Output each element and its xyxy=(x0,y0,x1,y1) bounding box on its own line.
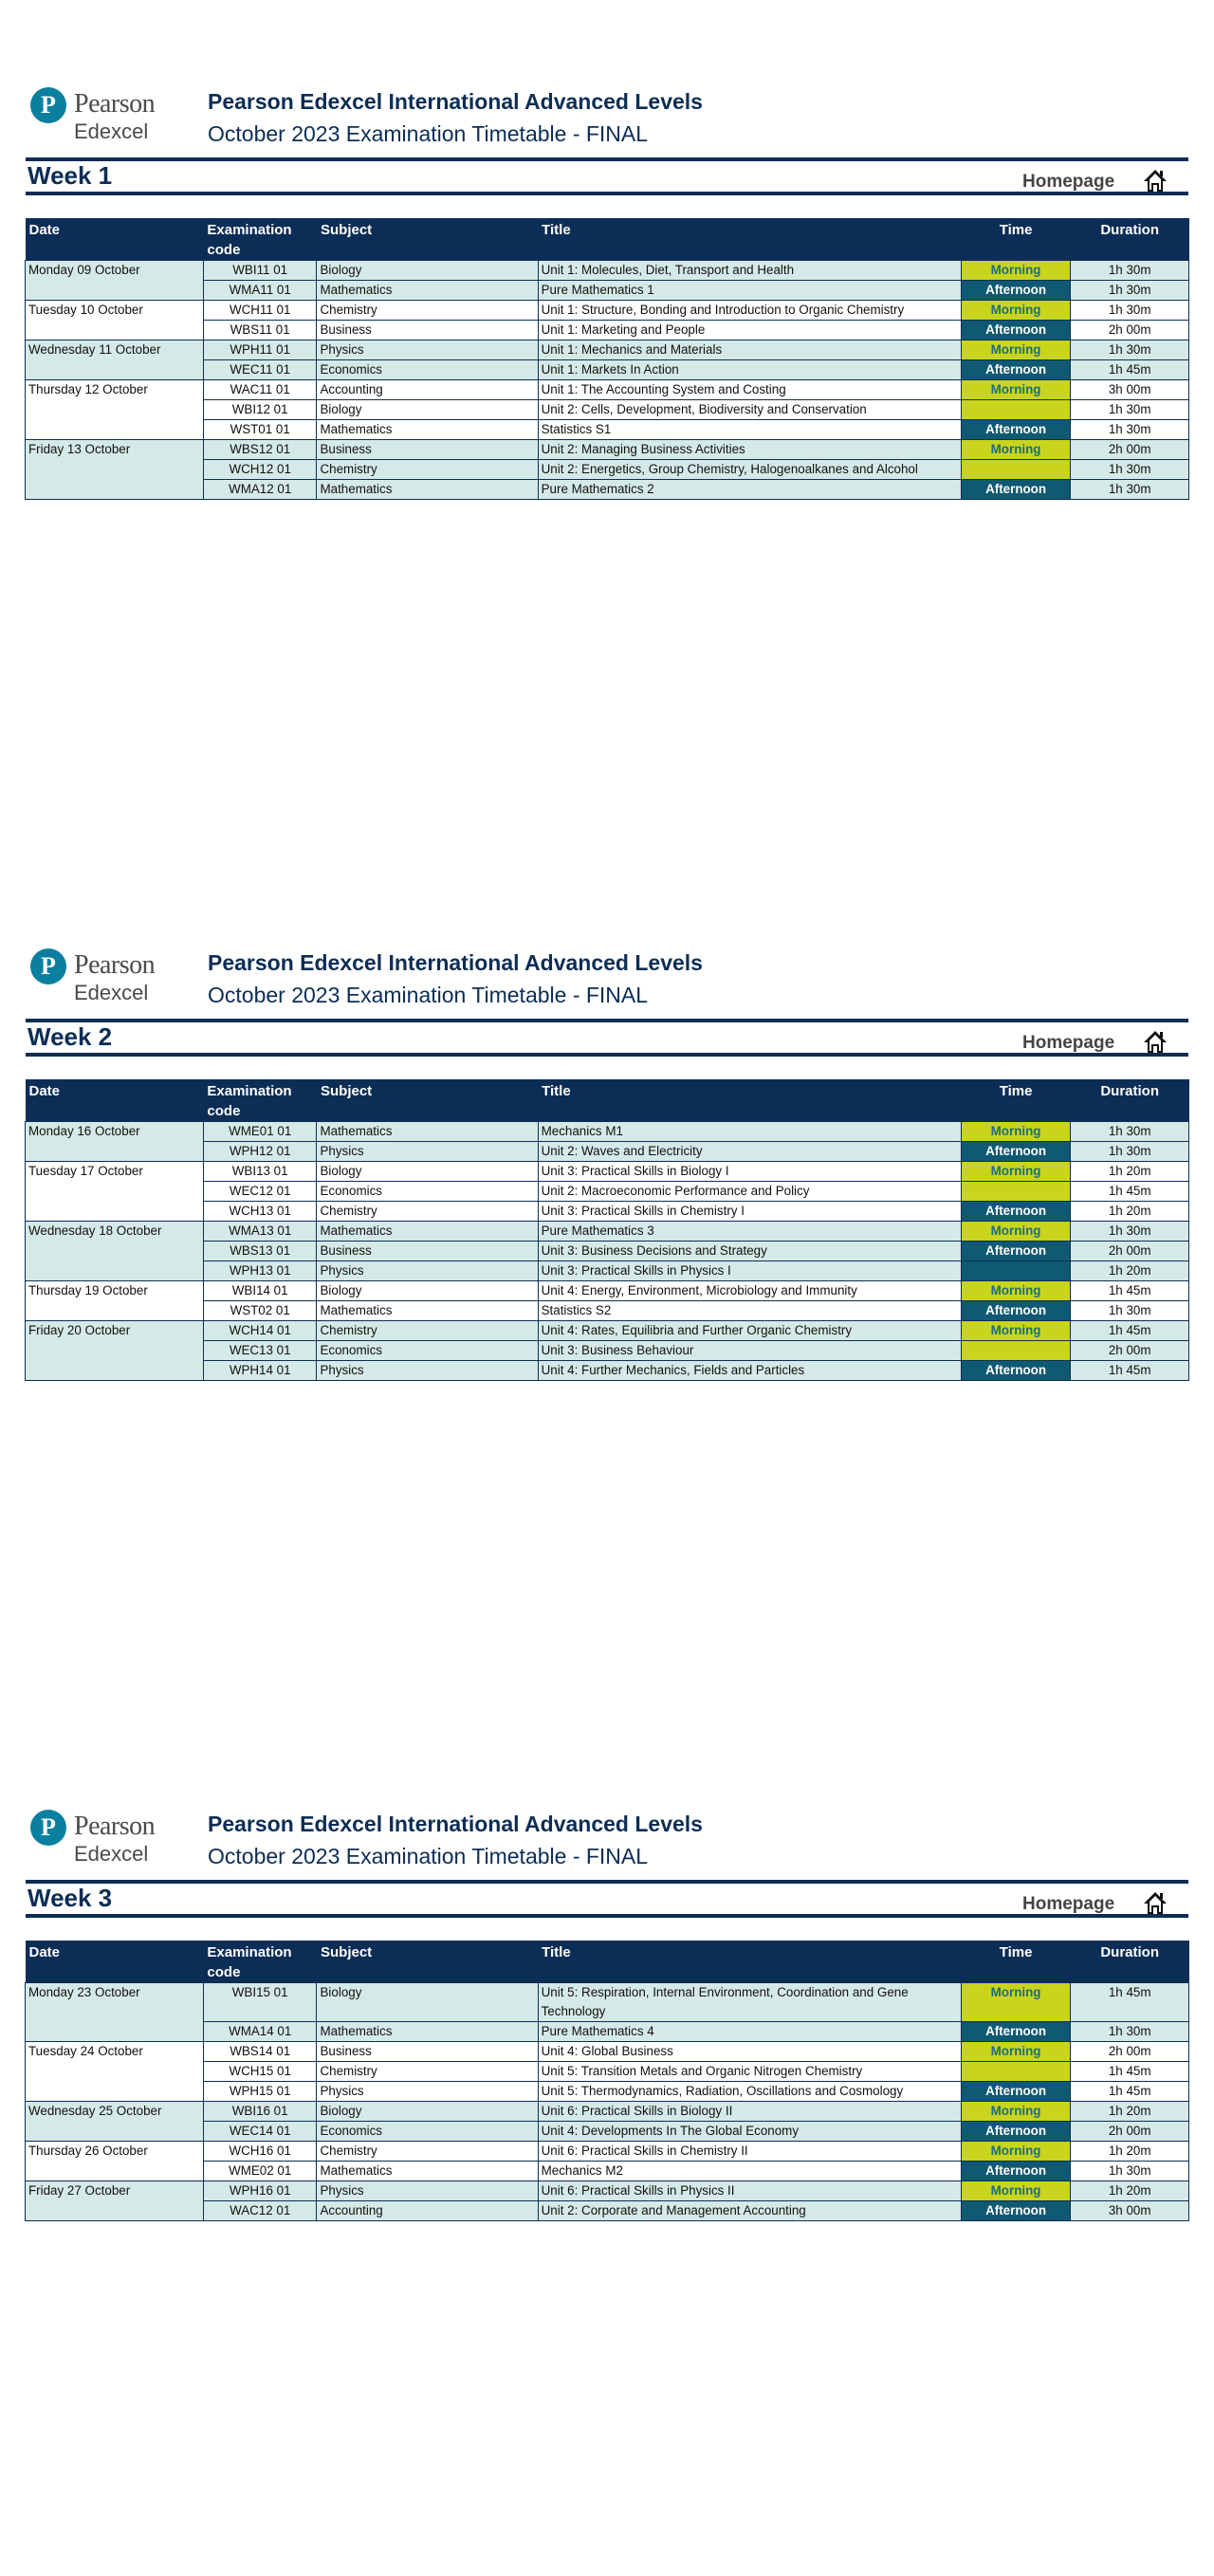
session-badge xyxy=(961,400,1071,420)
exam-title: Unit 2: Waves and Electricity xyxy=(538,1142,961,1162)
duration: 2h 00m xyxy=(1071,1341,1189,1361)
duration: 1h 30m xyxy=(1071,400,1189,420)
session-badge: Morning xyxy=(961,1122,1071,1142)
subject: Mathematics xyxy=(317,1222,538,1242)
timetable-page xyxy=(0,0,1214,854)
subject: Business xyxy=(317,440,538,460)
exam-title: Unit 1: Structure, Bonding and Introduction to Organic Chemistry xyxy=(538,301,961,321)
exam-code: WBI16 01 xyxy=(203,2102,317,2122)
table-row xyxy=(26,301,1189,321)
exam-date: Thursday 26 October xyxy=(26,2142,204,2181)
exam-date: Wednesday 25 October xyxy=(26,2102,204,2142)
table-row xyxy=(26,261,1189,281)
subject: Chemistry xyxy=(317,460,538,480)
week-label: Week 2 xyxy=(28,1022,113,1051)
col-code: Examination code xyxy=(203,1941,317,1983)
header-row xyxy=(26,1941,1189,1983)
col-date: Date xyxy=(26,1079,204,1122)
header-row xyxy=(26,218,1189,261)
timetable xyxy=(25,218,1189,500)
logo-sub: Edexcel xyxy=(74,120,149,143)
session-badge: Afternoon xyxy=(961,360,1071,380)
table-row xyxy=(26,1122,1189,1142)
session-badge xyxy=(961,1182,1071,1202)
table-row xyxy=(26,2042,1189,2062)
exam-date: Friday 13 October xyxy=(26,440,204,500)
duration: 1h 20m xyxy=(1071,2181,1189,2201)
subject: Mathematics xyxy=(317,1301,538,1321)
subject: Biology xyxy=(317,261,538,281)
duration: 1h 45m xyxy=(1071,2082,1189,2102)
session-badge: Morning xyxy=(961,2181,1071,2201)
exam-date: Wednesday 11 October xyxy=(26,340,204,380)
session-badge: Morning xyxy=(961,2142,1071,2162)
session-badge: Morning xyxy=(961,1321,1071,1341)
duration: 1h 30m xyxy=(1071,460,1189,480)
duration: 2h 00m xyxy=(1071,321,1189,340)
session-badge: Morning xyxy=(961,2102,1071,2122)
subject: Physics xyxy=(317,2082,538,2102)
subject: Biology xyxy=(317,1983,538,2022)
subject: Chemistry xyxy=(317,1321,538,1341)
session-badge: Afternoon xyxy=(961,2201,1071,2221)
duration: 1h 30m xyxy=(1071,1301,1189,1321)
table-row xyxy=(26,1321,1189,1341)
exam-title: Unit 2: Cells, Development, Biodiversity and Conservation xyxy=(538,400,961,420)
exam-code: WMA13 01 xyxy=(203,1222,317,1242)
exam-code: WCH12 01 xyxy=(203,460,317,480)
duration: 1h 30m xyxy=(1071,340,1189,360)
table-row xyxy=(26,2181,1189,2201)
exam-title: Pure Mathematics 3 xyxy=(538,1222,961,1242)
session-badge: Afternoon xyxy=(961,2162,1071,2181)
session-badge: Morning xyxy=(961,1983,1071,2022)
session-badge: Morning xyxy=(961,261,1071,281)
col-subject: Subject xyxy=(317,1079,538,1122)
exam-code: WBI12 01 xyxy=(203,400,317,420)
subject: Biology xyxy=(317,2102,538,2122)
page-subtitle: October 2023 Examination Timetable - FINAL xyxy=(208,1844,649,1868)
table-row xyxy=(26,340,1189,360)
subject: Accounting xyxy=(317,380,538,400)
exam-title: Unit 4: Rates, Equilibria and Further Organic Chemistry xyxy=(538,1321,961,1341)
week-label: Week 3 xyxy=(28,1884,113,1912)
duration: 1h 20m xyxy=(1071,2142,1189,2162)
session-badge: Afternoon xyxy=(961,321,1071,340)
subject: Chemistry xyxy=(317,301,538,321)
duration: 1h 30m xyxy=(1071,480,1189,500)
exam-title: Mechanics M2 xyxy=(538,2162,961,2181)
exam-date: Friday 20 October xyxy=(26,1321,204,1381)
duration: 2h 00m xyxy=(1071,440,1189,460)
exam-code: WBS13 01 xyxy=(203,1242,317,1261)
exam-code: WBS11 01 xyxy=(203,321,317,340)
exam-title: Unit 1: Molecules, Diet, Transport and Health xyxy=(538,261,961,281)
exam-code: WPH16 01 xyxy=(203,2181,317,2201)
subject: Mathematics xyxy=(317,420,538,440)
subject: Mathematics xyxy=(317,281,538,301)
duration: 1h 45m xyxy=(1071,1983,1189,2022)
exam-title: Unit 2: Macroeconomic Performance and Policy xyxy=(538,1182,961,1202)
subject: Physics xyxy=(317,2181,538,2201)
exam-date: Thursday 19 October xyxy=(26,1281,204,1321)
exam-code: WBI11 01 xyxy=(203,261,317,281)
col-code: Examination code xyxy=(203,218,317,261)
exam-date: Monday 16 October xyxy=(26,1122,204,1162)
table-row xyxy=(26,2102,1189,2122)
exam-code: WMA12 01 xyxy=(203,480,317,500)
divider xyxy=(26,1880,1188,1884)
session-badge: Morning xyxy=(961,1281,1071,1301)
duration: 2h 00m xyxy=(1071,2122,1189,2142)
exam-title: Unit 6: Practical Skills in Chemistry II xyxy=(538,2142,961,2162)
duration: 1h 30m xyxy=(1071,420,1189,440)
duration: 3h 00m xyxy=(1071,2201,1189,2221)
col-duration: Duration xyxy=(1071,218,1189,261)
exam-code: WST01 01 xyxy=(203,420,317,440)
exam-code: WBS14 01 xyxy=(203,2042,317,2062)
exam-title: Unit 5: Thermodynamics, Radiation, Oscillations and Cosmology xyxy=(538,2082,961,2102)
timetable xyxy=(25,1941,1189,2221)
session-badge: Morning xyxy=(961,440,1071,460)
session-badge: Afternoon xyxy=(961,2122,1071,2142)
home-icon[interactable] xyxy=(1142,1029,1168,1054)
exam-title: Pure Mathematics 4 xyxy=(538,2022,961,2042)
duration: 2h 00m xyxy=(1071,1242,1189,1261)
duration: 1h 20m xyxy=(1071,1261,1189,1281)
home-icon[interactable] xyxy=(1142,168,1168,193)
exam-code: WST02 01 xyxy=(203,1301,317,1321)
table-row xyxy=(26,1281,1189,1301)
exam-title: Unit 4: Developments In The Global Economy xyxy=(538,2122,961,2142)
exam-code: WCH14 01 xyxy=(203,1321,317,1341)
duration: 1h 30m xyxy=(1071,261,1189,281)
exam-title: Unit 4: Further Mechanics, Fields and Particles xyxy=(538,1361,961,1381)
subject: Accounting xyxy=(317,2201,538,2221)
exam-title: Unit 1: Mechanics and Materials xyxy=(538,340,961,360)
col-time: Time xyxy=(961,1941,1071,1983)
subject: Economics xyxy=(317,360,538,380)
exam-date: Thursday 12 October xyxy=(26,380,204,440)
exam-date: Monday 23 October xyxy=(26,1983,204,2042)
subject: Economics xyxy=(317,1182,538,1202)
exam-code: WME02 01 xyxy=(203,2162,317,2181)
col-subject: Subject xyxy=(317,218,538,261)
exam-title: Unit 3: Practical Skills in Biology I xyxy=(538,1162,961,1182)
exam-title: Unit 5: Respiration, Internal Environment, Coordination and Gene Technology xyxy=(538,1983,961,2022)
exam-title: Statistics S1 xyxy=(538,420,961,440)
pearson-logo xyxy=(30,1810,173,1870)
table-row xyxy=(26,1162,1189,1182)
exam-code: WCH11 01 xyxy=(203,301,317,321)
duration: 1h 45m xyxy=(1071,360,1189,380)
subject: Mathematics xyxy=(317,2022,538,2042)
exam-code: WAC12 01 xyxy=(203,2201,317,2221)
col-time: Time xyxy=(961,1079,1071,1122)
pearson-p-icon: P xyxy=(30,948,66,984)
exam-title: Mechanics M1 xyxy=(538,1122,961,1142)
session-badge: Morning xyxy=(961,2042,1071,2062)
subject: Mathematics xyxy=(317,480,538,500)
exam-code: WME01 01 xyxy=(203,1122,317,1142)
duration: 1h 30m xyxy=(1071,1142,1189,1162)
table-row xyxy=(26,1983,1189,2022)
col-date: Date xyxy=(26,218,204,261)
exam-code: WEC12 01 xyxy=(203,1182,317,1202)
subject: Biology xyxy=(317,400,538,420)
exam-date: Tuesday 10 October xyxy=(26,301,204,340)
session-badge: Afternoon xyxy=(961,1361,1071,1381)
subject: Physics xyxy=(317,1142,538,1162)
session-badge: Afternoon xyxy=(961,2082,1071,2102)
session-badge: Afternoon xyxy=(961,1202,1071,1222)
exam-code: WAC11 01 xyxy=(203,380,317,400)
homepage-link[interactable]: Homepage xyxy=(1022,172,1115,192)
logo-sub: Edexcel xyxy=(74,981,149,1004)
logo-sub: Edexcel xyxy=(74,1842,149,1866)
session-badge: Morning xyxy=(961,301,1071,321)
exam-code: WPH15 01 xyxy=(203,2082,317,2102)
session-badge: Morning xyxy=(961,1162,1071,1182)
exam-code: WEC14 01 xyxy=(203,2122,317,2142)
exam-code: WMA14 01 xyxy=(203,2022,317,2042)
page-title: Pearson Edexcel International Advanced Levels xyxy=(208,950,703,975)
duration: 1h 30m xyxy=(1071,1222,1189,1242)
exam-title: Unit 2: Energetics, Group Chemistry, Halogenoalkanes and Alcohol xyxy=(538,460,961,480)
session-badge: Afternoon xyxy=(961,480,1071,500)
exam-title: Unit 1: The Accounting System and Costing xyxy=(538,380,961,400)
exam-title: Unit 3: Business Decisions and Strategy xyxy=(538,1242,961,1261)
exam-date: Friday 27 October xyxy=(26,2181,204,2221)
divider xyxy=(26,192,1188,195)
logo-brand: Pearson xyxy=(74,950,156,980)
session-badge: Afternoon xyxy=(961,1142,1071,1162)
col-time: Time xyxy=(961,218,1071,261)
exam-code: WCH13 01 xyxy=(203,1202,317,1222)
subject: Chemistry xyxy=(317,2062,538,2082)
duration: 1h 30m xyxy=(1071,1122,1189,1142)
exam-title: Unit 3: Practical Skills in Physics I xyxy=(538,1261,961,1281)
exam-code: WBS12 01 xyxy=(203,440,317,460)
exam-code: WEC13 01 xyxy=(203,1341,317,1361)
session-badge: Morning xyxy=(961,380,1071,400)
session-badge: Morning xyxy=(961,340,1071,360)
col-subject: Subject xyxy=(317,1941,538,1983)
duration: 1h 20m xyxy=(1071,2102,1189,2122)
exam-title: Unit 1: Marketing and People xyxy=(538,321,961,340)
timetable xyxy=(25,1079,1189,1381)
exam-title: Unit 3: Business Behaviour xyxy=(538,1341,961,1361)
subject: Mathematics xyxy=(317,1122,538,1142)
subject: Chemistry xyxy=(317,2142,538,2162)
duration: 1h 45m xyxy=(1071,1361,1189,1381)
subject: Economics xyxy=(317,2122,538,2142)
col-title: Title xyxy=(538,1941,961,1983)
duration: 1h 30m xyxy=(1071,301,1189,321)
exam-code: WCH15 01 xyxy=(203,2062,317,2082)
divider xyxy=(26,1914,1188,1918)
table-row xyxy=(26,380,1189,400)
logo-brand: Pearson xyxy=(74,1812,156,1841)
exam-code: WPH12 01 xyxy=(203,1142,317,1162)
exam-title: Unit 3: Practical Skills in Chemistry I xyxy=(538,1202,961,1222)
col-date: Date xyxy=(26,1941,204,1983)
page-title: Pearson Edexcel International Advanced Levels xyxy=(208,89,703,114)
subject: Business xyxy=(317,321,538,340)
exam-title: Unit 2: Corporate and Management Accounting xyxy=(538,2201,961,2221)
session-badge: Afternoon xyxy=(961,281,1071,301)
timetable-page xyxy=(0,1722,1214,2576)
session-badge xyxy=(961,1261,1071,1281)
exam-title: Pure Mathematics 2 xyxy=(538,480,961,500)
subject: Physics xyxy=(317,340,538,360)
duration: 1h 45m xyxy=(1071,1182,1189,1202)
duration: 1h 30m xyxy=(1071,2022,1189,2042)
timetable-page xyxy=(0,861,1214,1715)
duration: 2h 00m xyxy=(1071,2042,1189,2062)
exam-date: Monday 09 October xyxy=(26,261,204,301)
subject: Business xyxy=(317,1242,538,1261)
session-badge: Afternoon xyxy=(961,1242,1071,1261)
col-duration: Duration xyxy=(1071,1941,1189,1983)
session-badge xyxy=(961,1341,1071,1361)
exam-title: Unit 5: Transition Metals and Organic Nitrogen Chemistry xyxy=(538,2062,961,2082)
subject: Biology xyxy=(317,1281,538,1301)
exam-title: Unit 1: Markets In Action xyxy=(538,360,961,380)
exam-title: Unit 6: Practical Skills in Physics II xyxy=(538,2181,961,2201)
col-title: Title xyxy=(538,1079,961,1122)
exam-title: Pure Mathematics 1 xyxy=(538,281,961,301)
session-badge xyxy=(961,460,1071,480)
exam-code: WEC11 01 xyxy=(203,360,317,380)
duration: 3h 00m xyxy=(1071,380,1189,400)
duration: 1h 45m xyxy=(1071,1281,1189,1301)
table-row xyxy=(26,2142,1189,2162)
session-badge: Afternoon xyxy=(961,1301,1071,1321)
exam-code: WBI15 01 xyxy=(203,1983,317,2022)
exam-title: Statistics S2 xyxy=(538,1301,961,1321)
homepage-link[interactable]: Homepage xyxy=(1022,1033,1115,1053)
exam-code: WMA11 01 xyxy=(203,281,317,301)
col-code: Examination code xyxy=(203,1079,317,1122)
page-subtitle: October 2023 Examination Timetable - FINAL xyxy=(208,121,649,146)
subject: Chemistry xyxy=(317,1202,538,1222)
duration: 1h 20m xyxy=(1071,1162,1189,1182)
subject: Physics xyxy=(317,1261,538,1281)
exam-code: WCH16 01 xyxy=(203,2142,317,2162)
divider xyxy=(26,1019,1188,1022)
subject: Business xyxy=(317,2042,538,2062)
exam-code: WPH11 01 xyxy=(203,340,317,360)
duration: 1h 45m xyxy=(1071,2062,1189,2082)
duration: 1h 30m xyxy=(1071,2162,1189,2181)
session-badge: Afternoon xyxy=(961,2022,1071,2042)
duration: 1h 30m xyxy=(1071,281,1189,301)
duration: 1h 45m xyxy=(1071,1321,1189,1341)
divider xyxy=(26,1053,1188,1057)
exam-date: Tuesday 24 October xyxy=(26,2042,204,2102)
col-title: Title xyxy=(538,218,961,261)
table-row xyxy=(26,440,1189,460)
exam-code: WPH13 01 xyxy=(203,1261,317,1281)
subject: Biology xyxy=(317,1162,538,1182)
table-row xyxy=(26,1222,1189,1242)
pearson-p-icon: P xyxy=(30,87,66,123)
subject: Mathematics xyxy=(317,2162,538,2181)
homepage-link[interactable]: Homepage xyxy=(1022,1894,1115,1914)
divider xyxy=(26,157,1188,161)
logo-brand: Pearson xyxy=(74,89,156,119)
home-icon[interactable] xyxy=(1142,1890,1168,1915)
page-title: Pearson Edexcel International Advanced Levels xyxy=(208,1812,703,1836)
exam-code: WPH14 01 xyxy=(203,1361,317,1381)
exam-code: WBI14 01 xyxy=(203,1281,317,1301)
pearson-logo xyxy=(30,87,173,148)
exam-title: Unit 4: Energy, Environment, Microbiology and Immunity xyxy=(538,1281,961,1301)
exam-code: WBI13 01 xyxy=(203,1162,317,1182)
exam-date: Wednesday 18 October xyxy=(26,1222,204,1281)
exam-title: Unit 6: Practical Skills in Biology II xyxy=(538,2102,961,2122)
page-subtitle: October 2023 Examination Timetable - FINAL xyxy=(208,983,649,1007)
subject: Physics xyxy=(317,1361,538,1381)
col-duration: Duration xyxy=(1071,1079,1189,1122)
session-badge: Morning xyxy=(961,1222,1071,1242)
exam-date: Tuesday 17 October xyxy=(26,1162,204,1222)
subject: Economics xyxy=(317,1341,538,1361)
duration: 1h 20m xyxy=(1071,1202,1189,1222)
session-badge: Afternoon xyxy=(961,420,1071,440)
pearson-p-icon: P xyxy=(30,1810,66,1846)
exam-title: Unit 2: Managing Business Activities xyxy=(538,440,961,460)
exam-title: Unit 4: Global Business xyxy=(538,2042,961,2062)
pearson-logo xyxy=(30,948,173,1009)
session-badge xyxy=(961,2062,1071,2082)
week-label: Week 1 xyxy=(28,161,113,190)
header-row xyxy=(26,1079,1189,1122)
